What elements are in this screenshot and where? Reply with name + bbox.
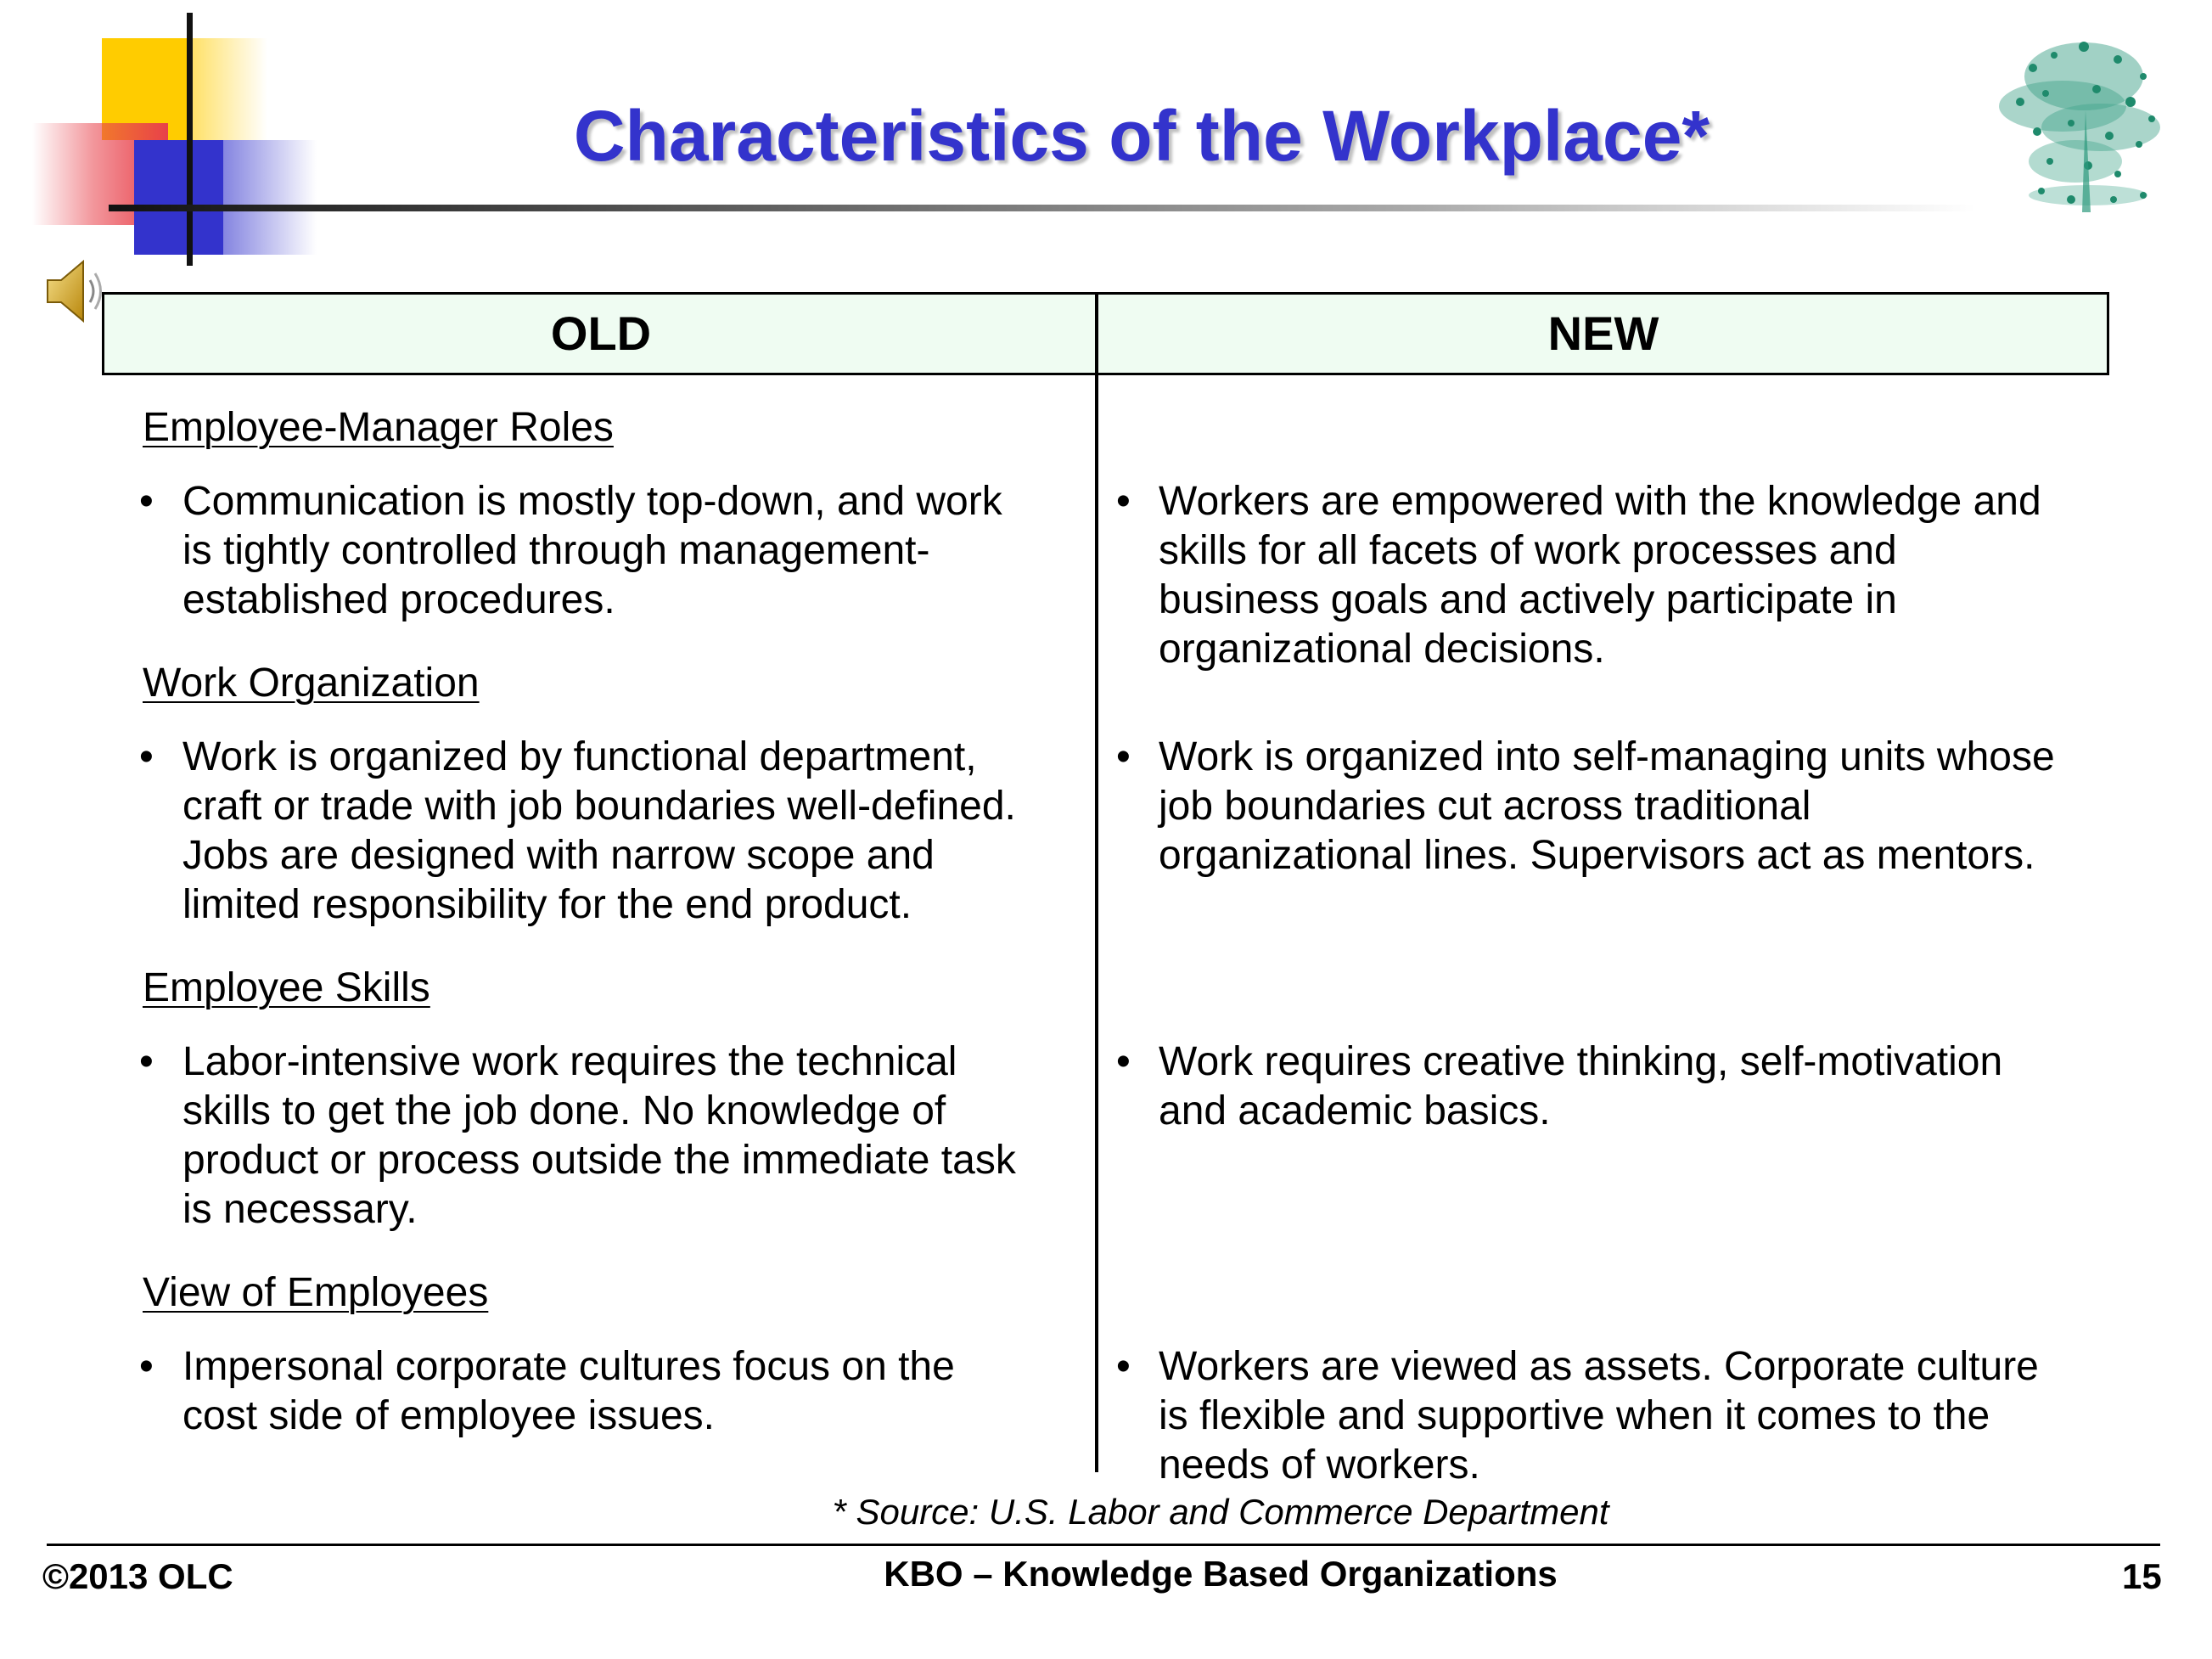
- source-note: * Source: U.S. Labor and Commerce Department: [832, 1492, 1609, 1532]
- old-item: Work is organized by functional department, craft or trade with job boundaries well-defined. Jobs are designed with narrow scope and limited responsibility for the end product.: [182, 734, 1016, 927]
- category-heading: Employee-Manager Roles: [143, 405, 614, 450]
- new-item: Workers are viewed as assets. Corporate culture is flexible and supportive when it comes to the needs of workers.: [1159, 1344, 2039, 1487]
- category-heading: View of Employees: [143, 1270, 489, 1315]
- header-new: NEW: [1547, 306, 1659, 360]
- old-item: Communication is mostly top-down, and work is tightly controlled through management- established procedures.: [182, 479, 1002, 622]
- bullet-marker: •: [139, 479, 154, 524]
- bullet-marker: •: [139, 734, 154, 779]
- column-divider: [1095, 292, 1098, 1472]
- old-item: Labor-intensive work requires the technical skills to get the job done. No knowledge of product or process outside the immediate task is necessary.: [182, 1039, 1016, 1232]
- header-old: OLD: [550, 306, 652, 360]
- slide-title: Characteristics of the Workplace*: [573, 96, 1710, 176]
- bullet-marker: •: [1116, 734, 1131, 779]
- new-item: Workers are empowered with the knowledge and skills for all facets of work processes and business goals and actively participate in organizational decisions.: [1159, 479, 2041, 672]
- footer-title: KBO – Knowledge Based Organizations: [884, 1554, 1558, 1594]
- table-header: [102, 292, 2109, 375]
- old-item: Impersonal corporate cultures focus on the cost side of employee issues.: [182, 1344, 955, 1438]
- category-heading: Employee Skills: [143, 965, 430, 1010]
- bullet-marker: •: [1116, 1344, 1131, 1389]
- page-number: 15: [2122, 1556, 2162, 1596]
- tree-icon: [1982, 17, 2186, 221]
- comparison-table: [102, 292, 2108, 1487]
- footer-copyright: ©2013 OLC: [42, 1556, 233, 1596]
- bullet-marker: •: [1116, 1039, 1131, 1084]
- footer-divider: [47, 1544, 2160, 1546]
- new-item: Work is organized into self-managing units whose job boundaries cut across traditional organizational lines. Supervisors act as mentors.: [1159, 734, 2055, 878]
- bullet-marker: •: [139, 1344, 154, 1389]
- bullet-marker: •: [139, 1039, 154, 1084]
- new-item: Work requires creative thinking, self-motivation and academic basics.: [1159, 1039, 2003, 1133]
- bullet-marker: •: [1116, 479, 1131, 524]
- title-underline-rule: [109, 205, 1976, 211]
- category-heading: Work Organization: [143, 661, 480, 706]
